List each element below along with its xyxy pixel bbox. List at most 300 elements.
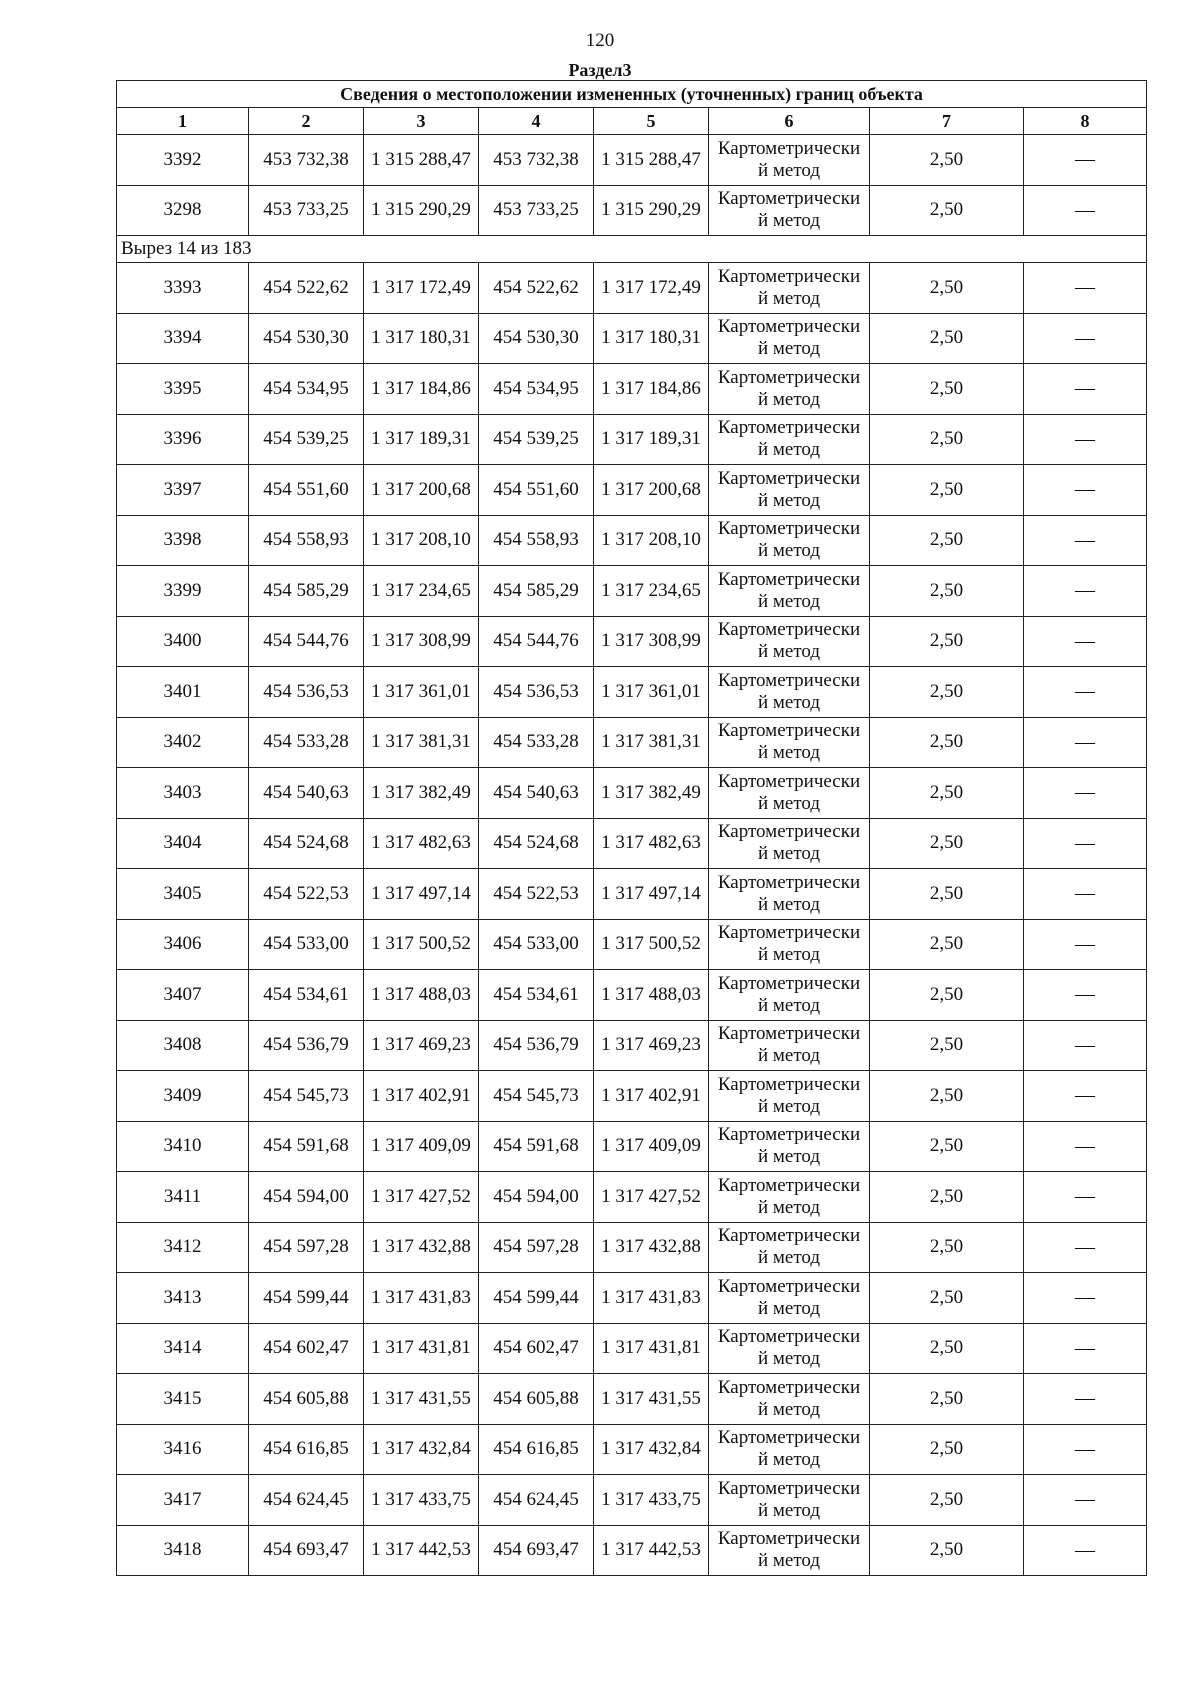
method-line-2: й метод (757, 1398, 821, 1420)
x-existing-cell: 454 534,95 (249, 364, 364, 415)
x-existing-cell: 454 522,53 (249, 869, 364, 920)
x-refined-cell: 454 522,53 (479, 869, 594, 920)
point-number-cell: 3400 (117, 616, 249, 667)
method-line-2: й метод (757, 439, 821, 461)
x-refined-cell: 454 539,25 (479, 414, 594, 465)
description-cell: — (1024, 818, 1147, 869)
y-existing-cell: 1 317 409,09 (364, 1121, 479, 1172)
method-line-2: й метод (757, 1196, 821, 1218)
table-row (117, 135, 1147, 186)
column-header: 7 (870, 108, 1024, 135)
precision-cell: 2,50 (870, 1121, 1024, 1172)
description-cell: — (1024, 1424, 1147, 1475)
description-cell: — (1024, 566, 1147, 617)
y-refined-cell: 1 317 308,99 (594, 616, 709, 667)
x-refined-cell: 454 597,28 (479, 1222, 594, 1273)
x-refined-cell: 454 693,47 (479, 1525, 594, 1576)
precision-cell: 2,50 (870, 465, 1024, 516)
y-refined-cell: 1 317 500,52 (594, 919, 709, 970)
x-existing-cell: 454 522,62 (249, 263, 364, 314)
method-line-1: Картометрически (717, 568, 861, 590)
table-row (117, 465, 1147, 516)
table-row (117, 869, 1147, 920)
method-cell (709, 919, 870, 970)
y-refined-cell: 1 317 433,75 (594, 1475, 709, 1526)
x-existing-cell: 454 616,85 (249, 1424, 364, 1475)
y-existing-cell: 1 315 288,47 (364, 135, 479, 186)
table-row (117, 717, 1147, 768)
x-existing-cell: 454 533,28 (249, 717, 364, 768)
x-refined-cell: 454 616,85 (479, 1424, 594, 1475)
x-refined-cell: 454 605,88 (479, 1374, 594, 1425)
y-refined-cell: 1 315 290,29 (594, 185, 709, 236)
y-existing-cell: 1 317 361,01 (364, 667, 479, 718)
method-cell (709, 185, 870, 236)
precision-cell: 2,50 (870, 768, 1024, 819)
table-row (117, 515, 1147, 566)
page-number: 120 (585, 30, 615, 51)
method-line-2: й метод (757, 1146, 821, 1168)
y-refined-cell: 1 317 208,10 (594, 515, 709, 566)
point-number-cell: 3404 (117, 818, 249, 869)
description-cell: — (1024, 869, 1147, 920)
x-existing-cell: 454 594,00 (249, 1172, 364, 1223)
x-existing-cell: 454 544,76 (249, 616, 364, 667)
method-line-2: й метод (757, 994, 821, 1016)
table-row (117, 768, 1147, 819)
y-refined-cell: 1 317 431,83 (594, 1273, 709, 1324)
x-refined-cell: 454 534,61 (479, 970, 594, 1021)
point-number-cell: 3412 (117, 1222, 249, 1273)
point-number-cell: 3401 (117, 667, 249, 718)
x-refined-cell: 454 599,44 (479, 1273, 594, 1324)
method-line-2: й метод (757, 1045, 821, 1067)
y-existing-cell: 1 315 290,29 (364, 185, 479, 236)
description-cell: — (1024, 364, 1147, 415)
method-line-1: Картометрически (717, 1124, 861, 1146)
x-refined-cell: 454 522,62 (479, 263, 594, 314)
precision-cell: 2,50 (870, 667, 1024, 718)
precision-cell: 2,50 (870, 1273, 1024, 1324)
method-line-1: Картометрически (717, 316, 861, 338)
method-line-1: Картометрически (717, 972, 861, 994)
y-existing-cell: 1 317 172,49 (364, 263, 479, 314)
point-number-cell: 3397 (117, 465, 249, 516)
x-existing-cell: 454 540,63 (249, 768, 364, 819)
method-cell (709, 515, 870, 566)
y-refined-cell: 1 317 234,65 (594, 566, 709, 617)
x-refined-cell: 454 536,53 (479, 667, 594, 718)
x-existing-cell: 454 591,68 (249, 1121, 364, 1172)
method-line-1: Картометрически (717, 1174, 861, 1196)
x-refined-cell: 454 544,76 (479, 616, 594, 667)
method-cell (709, 1222, 870, 1273)
description-cell: — (1024, 515, 1147, 566)
y-existing-cell: 1 317 431,83 (364, 1273, 479, 1324)
y-existing-cell: 1 317 184,86 (364, 364, 479, 415)
table-row (117, 414, 1147, 465)
point-number-cell: 3402 (117, 717, 249, 768)
column-header: 4 (479, 108, 594, 135)
y-existing-cell: 1 317 427,52 (364, 1172, 479, 1223)
y-refined-cell: 1 317 172,49 (594, 263, 709, 314)
x-refined-cell: 453 732,38 (479, 135, 594, 186)
method-line-1: Картометрически (717, 871, 861, 893)
x-existing-cell: 454 536,79 (249, 1020, 364, 1071)
x-existing-cell: 454 530,30 (249, 313, 364, 364)
method-cell (709, 1121, 870, 1172)
description-cell: — (1024, 616, 1147, 667)
column-header: 5 (594, 108, 709, 135)
method-cell (709, 1525, 870, 1576)
method-line-2: й метод (757, 792, 821, 814)
method-line-1: Картометрически (717, 188, 861, 210)
table-row (117, 616, 1147, 667)
y-existing-cell: 1 317 382,49 (364, 768, 479, 819)
precision-cell: 2,50 (870, 185, 1024, 236)
y-refined-cell: 1 317 469,23 (594, 1020, 709, 1071)
table-row (117, 1475, 1147, 1526)
point-number-cell: 3392 (117, 135, 249, 186)
method-line-1: Картометрически (717, 720, 861, 742)
x-existing-cell: 453 732,38 (249, 135, 364, 186)
x-existing-cell: 454 539,25 (249, 414, 364, 465)
y-existing-cell: 1 317 208,10 (364, 515, 479, 566)
method-line-1: Картометрически (717, 417, 861, 439)
y-existing-cell: 1 317 482,63 (364, 818, 479, 869)
y-refined-cell: 1 317 431,55 (594, 1374, 709, 1425)
precision-cell: 2,50 (870, 566, 1024, 617)
point-number-cell: 3409 (117, 1071, 249, 1122)
description-cell: — (1024, 1525, 1147, 1576)
precision-cell: 2,50 (870, 616, 1024, 667)
table-row (117, 1222, 1147, 1273)
y-existing-cell: 1 317 431,55 (364, 1374, 479, 1425)
y-refined-cell: 1 317 431,81 (594, 1323, 709, 1374)
y-existing-cell: 1 317 433,75 (364, 1475, 479, 1526)
x-existing-cell: 454 599,44 (249, 1273, 364, 1324)
method-line-2: й метод (757, 1348, 821, 1370)
y-refined-cell: 1 315 288,47 (594, 135, 709, 186)
point-number-cell: 3410 (117, 1121, 249, 1172)
point-number-cell: 3415 (117, 1374, 249, 1425)
method-cell (709, 869, 870, 920)
precision-cell: 2,50 (870, 263, 1024, 314)
method-line-1: Картометрически (717, 1275, 861, 1297)
method-line-1: Картометрически (717, 821, 861, 843)
method-line-2: й метод (757, 489, 821, 511)
precision-cell: 2,50 (870, 818, 1024, 869)
boundary-coordinates-table (116, 80, 1147, 1576)
method-line-2: й метод (757, 641, 821, 663)
x-refined-cell: 454 602,47 (479, 1323, 594, 1374)
precision-cell: 2,50 (870, 515, 1024, 566)
method-cell (709, 1323, 870, 1374)
y-refined-cell: 1 317 189,31 (594, 414, 709, 465)
method-cell (709, 768, 870, 819)
method-cell (709, 263, 870, 314)
method-cell (709, 1374, 870, 1425)
y-refined-cell: 1 317 427,52 (594, 1172, 709, 1223)
x-existing-cell: 454 585,29 (249, 566, 364, 617)
y-refined-cell: 1 317 184,86 (594, 364, 709, 415)
method-line-1: Картометрически (717, 1225, 861, 1247)
method-cell (709, 1172, 870, 1223)
x-refined-cell: 453 733,25 (479, 185, 594, 236)
method-line-2: й метод (757, 1499, 821, 1521)
y-existing-cell: 1 317 469,23 (364, 1020, 479, 1071)
method-cell (709, 313, 870, 364)
y-existing-cell: 1 317 497,14 (364, 869, 479, 920)
x-existing-cell: 454 693,47 (249, 1525, 364, 1576)
x-refined-cell: 454 594,00 (479, 1172, 594, 1223)
y-refined-cell: 1 317 361,01 (594, 667, 709, 718)
method-line-1: Картометрически (717, 770, 861, 792)
x-refined-cell: 454 530,30 (479, 313, 594, 364)
point-number-cell: 3394 (117, 313, 249, 364)
method-cell (709, 970, 870, 1021)
x-refined-cell: 454 534,95 (479, 364, 594, 415)
table-row (117, 1172, 1147, 1223)
column-header: 3 (364, 108, 479, 135)
precision-cell: 2,50 (870, 1222, 1024, 1273)
method-line-2: й метод (757, 1449, 821, 1471)
description-cell: — (1024, 1374, 1147, 1425)
method-cell (709, 1475, 870, 1526)
point-number-cell: 3396 (117, 414, 249, 465)
precision-cell: 2,50 (870, 1374, 1024, 1425)
description-cell: — (1024, 185, 1147, 236)
y-existing-cell: 1 317 381,31 (364, 717, 479, 768)
table-row (117, 313, 1147, 364)
y-existing-cell: 1 317 402,91 (364, 1071, 479, 1122)
x-refined-cell: 454 524,68 (479, 818, 594, 869)
method-cell (709, 1020, 870, 1071)
x-existing-cell: 454 536,53 (249, 667, 364, 718)
method-line-2: й метод (757, 1247, 821, 1269)
y-existing-cell: 1 317 432,84 (364, 1424, 479, 1475)
x-existing-cell: 454 602,47 (249, 1323, 364, 1374)
method-line-1: Картометрически (717, 922, 861, 944)
column-header-row (117, 108, 1147, 135)
method-line-1: Картометрически (717, 1326, 861, 1348)
y-refined-cell: 1 317 180,31 (594, 313, 709, 364)
method-line-2: й метод (757, 1095, 821, 1117)
x-refined-cell: 454 585,29 (479, 566, 594, 617)
description-cell: — (1024, 135, 1147, 186)
x-refined-cell: 454 540,63 (479, 768, 594, 819)
x-refined-cell: 454 536,79 (479, 1020, 594, 1071)
precision-cell: 2,50 (870, 1071, 1024, 1122)
precision-cell: 2,50 (870, 364, 1024, 415)
x-existing-cell: 454 558,93 (249, 515, 364, 566)
table-row (117, 667, 1147, 718)
table-row (117, 1323, 1147, 1374)
description-cell: — (1024, 768, 1147, 819)
y-refined-cell: 1 317 382,49 (594, 768, 709, 819)
precision-cell: 2,50 (870, 1172, 1024, 1223)
method-line-2: й метод (757, 388, 821, 410)
column-header: 1 (117, 108, 249, 135)
precision-cell: 2,50 (870, 1424, 1024, 1475)
x-existing-cell: 453 733,25 (249, 185, 364, 236)
method-line-1: Картометрически (717, 518, 861, 540)
table-row (117, 970, 1147, 1021)
description-cell: — (1024, 970, 1147, 1021)
method-cell (709, 1071, 870, 1122)
description-cell: — (1024, 1172, 1147, 1223)
description-cell: — (1024, 1273, 1147, 1324)
description-cell: — (1024, 1323, 1147, 1374)
y-refined-cell: 1 317 482,63 (594, 818, 709, 869)
section-title: Раздел3 (568, 60, 632, 80)
method-line-2: й метод (757, 159, 821, 181)
method-cell (709, 414, 870, 465)
y-existing-cell: 1 317 189,31 (364, 414, 479, 465)
table-row (117, 1071, 1147, 1122)
x-existing-cell: 454 624,45 (249, 1475, 364, 1526)
precision-cell: 2,50 (870, 1323, 1024, 1374)
table-row (117, 1374, 1147, 1425)
y-existing-cell: 1 317 442,53 (364, 1525, 479, 1576)
y-existing-cell: 1 317 500,52 (364, 919, 479, 970)
table-row (117, 566, 1147, 617)
point-number-cell: 3413 (117, 1273, 249, 1324)
table-row (117, 185, 1147, 236)
point-number-cell: 3405 (117, 869, 249, 920)
y-refined-cell: 1 317 432,88 (594, 1222, 709, 1273)
method-line-1: Картометрически (717, 1528, 861, 1550)
y-existing-cell: 1 317 200,68 (364, 465, 479, 516)
description-cell: — (1024, 1020, 1147, 1071)
group-label: Вырез 14 из 183 (117, 236, 1147, 263)
x-existing-cell: 454 534,61 (249, 970, 364, 1021)
method-cell (709, 465, 870, 516)
y-refined-cell: 1 317 381,31 (594, 717, 709, 768)
method-cell (709, 1424, 870, 1475)
point-number-cell: 3403 (117, 768, 249, 819)
point-number-cell: 3411 (117, 1172, 249, 1223)
description-cell: — (1024, 717, 1147, 768)
y-existing-cell: 1 317 308,99 (364, 616, 479, 667)
method-line-1: Картометрически (717, 1023, 861, 1045)
method-line-2: й метод (757, 338, 821, 360)
table-row (117, 1525, 1147, 1576)
method-line-1: Картометрически (717, 619, 861, 641)
method-line-2: й метод (757, 210, 821, 232)
precision-cell: 2,50 (870, 1475, 1024, 1526)
precision-cell: 2,50 (870, 1525, 1024, 1576)
precision-cell: 2,50 (870, 135, 1024, 186)
method-cell (709, 717, 870, 768)
x-existing-cell: 454 597,28 (249, 1222, 364, 1273)
description-cell: — (1024, 465, 1147, 516)
y-refined-cell: 1 317 200,68 (594, 465, 709, 516)
precision-cell: 2,50 (870, 1020, 1024, 1071)
x-existing-cell: 454 533,00 (249, 919, 364, 970)
column-header: 2 (249, 108, 364, 135)
method-line-2: й метод (757, 540, 821, 562)
table-row (117, 919, 1147, 970)
table-row (117, 1424, 1147, 1475)
method-line-1: Картометрически (717, 669, 861, 691)
point-number-cell: 3418 (117, 1525, 249, 1576)
precision-cell: 2,50 (870, 414, 1024, 465)
x-refined-cell: 454 624,45 (479, 1475, 594, 1526)
method-line-1: Картометрически (717, 467, 861, 489)
table-row (117, 1121, 1147, 1172)
y-refined-cell: 1 317 402,91 (594, 1071, 709, 1122)
description-cell: — (1024, 414, 1147, 465)
point-number-cell: 3417 (117, 1475, 249, 1526)
x-refined-cell: 454 558,93 (479, 515, 594, 566)
method-cell (709, 616, 870, 667)
point-number-cell: 3399 (117, 566, 249, 617)
point-number-cell: 3395 (117, 364, 249, 415)
method-cell (709, 1273, 870, 1324)
x-existing-cell: 454 605,88 (249, 1374, 364, 1425)
method-cell (709, 135, 870, 186)
table-row (117, 263, 1147, 314)
precision-cell: 2,50 (870, 970, 1024, 1021)
column-header: 6 (709, 108, 870, 135)
point-number-cell: 3407 (117, 970, 249, 1021)
y-refined-cell: 1 317 488,03 (594, 970, 709, 1021)
method-line-2: й метод (757, 843, 821, 865)
method-line-1: Картометрически (717, 1073, 861, 1095)
method-line-1: Картометрически (717, 1376, 861, 1398)
method-line-2: й метод (757, 287, 821, 309)
x-refined-cell: 454 533,00 (479, 919, 594, 970)
method-line-1: Картометрически (717, 366, 861, 388)
description-cell: — (1024, 1222, 1147, 1273)
description-cell: — (1024, 313, 1147, 364)
method-cell (709, 818, 870, 869)
method-line-2: й метод (757, 742, 821, 764)
y-refined-cell: 1 317 432,84 (594, 1424, 709, 1475)
table-caption: Сведения о местоположении измененных (уточненных) границ объекта (117, 81, 1147, 108)
method-cell (709, 667, 870, 718)
method-line-2: й метод (757, 1550, 821, 1572)
y-existing-cell: 1 317 431,81 (364, 1323, 479, 1374)
method-line-1: Картометрически (717, 265, 861, 287)
precision-cell: 2,50 (870, 313, 1024, 364)
method-cell (709, 566, 870, 617)
point-number-cell: 3298 (117, 185, 249, 236)
method-line-2: й метод (757, 893, 821, 915)
precision-cell: 2,50 (870, 717, 1024, 768)
point-number-cell: 3416 (117, 1424, 249, 1475)
description-cell: — (1024, 1071, 1147, 1122)
point-number-cell: 3398 (117, 515, 249, 566)
table-row (117, 1273, 1147, 1324)
x-existing-cell: 454 551,60 (249, 465, 364, 516)
y-existing-cell: 1 317 180,31 (364, 313, 479, 364)
precision-cell: 2,50 (870, 919, 1024, 970)
method-line-2: й метод (757, 691, 821, 713)
y-refined-cell: 1 317 497,14 (594, 869, 709, 920)
method-line-2: й метод (757, 590, 821, 612)
y-existing-cell: 1 317 488,03 (364, 970, 479, 1021)
point-number-cell: 3406 (117, 919, 249, 970)
table-row (117, 1020, 1147, 1071)
table-row (117, 818, 1147, 869)
x-refined-cell: 454 533,28 (479, 717, 594, 768)
method-line-2: й метод (757, 1297, 821, 1319)
method-line-1: Картометрически (717, 1427, 861, 1449)
point-number-cell: 3408 (117, 1020, 249, 1071)
method-cell (709, 364, 870, 415)
